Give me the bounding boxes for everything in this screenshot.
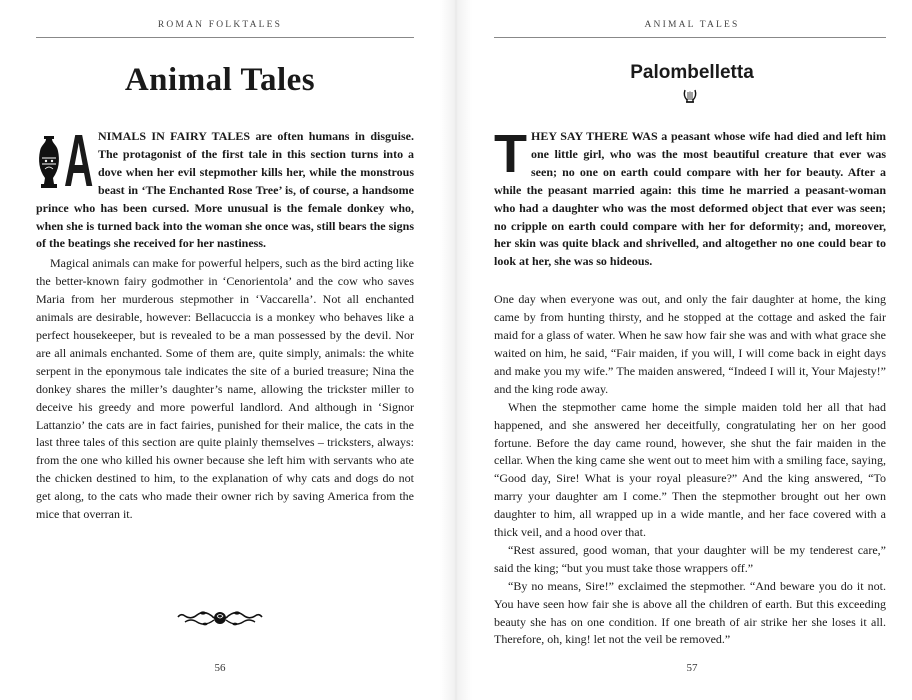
header-rule-left (36, 37, 414, 38)
lyre-icon (682, 88, 698, 104)
page-number-right: 57 (686, 662, 698, 674)
dropcap-group (36, 119, 94, 202)
rose-ornament-icon (175, 605, 265, 631)
story-dropcap-letter: T (494, 124, 527, 184)
chapter-title: Animal Tales (124, 62, 316, 98)
page-number-left: 56 (214, 662, 226, 674)
story-paragraph: “By no means, Sire!” exclaimed the stepmother. “And beware you do it not. You have seen how fair she is above all the children of earth. But this exceeding beauty she has on one condition. If one breath of air strike her she loses it all. Therefore, oh, king! let not the veil be removed.” (494, 578, 886, 647)
story-paragraph: When the stepmother came home the simple maiden told her all that had happened, and she answered her deceitfully, congratulating her on her good fortune. Before the day came round, however, she shut the fair maiden in the cellar. When the king came she went out to meet him with a smiling face, saying, “Good day, Sire! What is your royal pleasure?” And the king answered, “To marry your daughter am I come.” Then the stepmother brought out her own daughter to him, all wrapped up in a wide mantle, and her face covered with a thick veil, and a hood over that. (494, 399, 886, 540)
dropcap-letter: A (64, 119, 94, 202)
story-intro-lead: HEY SAY THERE WAS (531, 129, 658, 143)
right-page (472, 0, 912, 700)
story-paragraph: “Rest assured, good woman, that your daughter will be my tenderest care,” said the king; “but you must take those wrappers off.” (494, 542, 886, 575)
body-paragraph: Magical animals can make for powerful helpers, such as the bird acting like the better-known fairy godmother in ‘Cenorientola’ and the cow who saves Maria from her murderous stepmother in ‘Vaccarella’. Not all enchanted animals are desirable, however: Bellacuccia is a monkey who behaves like a perfect housekeeper, but is revealed to be a man possessed by the devil. Nor are all animals enchanted. Some of them are, quite simply, animals: the white serpent in the eponymous tale indicates the site of a buried treasure; Nina the donkey shares the miller’s daughter’s name, allowing the trickster miller to deceive his greedy and more powerful landlord. And although in ‘Signor Lattanzio’ the cats are in fact fairies, punished for their malice, the cats in the last three tales of this section are quite plainly themselves – tricksters, always: from the one who killed his owner because she left him with servants who ate the chicken destined to him, to the explanation of why cats and dogs do not get along, to the cats who made their owner rich by saving America from the mice that overran it. (36, 256, 414, 522)
running-head-left: ROMAN FOLKTALES (157, 20, 283, 30)
left-text-block (36, 119, 414, 524)
right-text-block (494, 124, 887, 649)
intro-text: are often humans in disguise. The protagonist of the first tale in this section turns into a dove when her evil stepmother kills her, while the monstrous beast in ‘The Enchanted Rose Tree’ is, of course, a handsome prince who has been cursed. More unusual is the female donkey who, when she is turned back into the woman she once was, still bears the signs of the beatings she received for her nastiness. (36, 129, 414, 251)
story-intro-text: a peasant whose wife had died and left him one little girl, who was the most beautiful creature that ever was seen; no one on earth could compare with her for beauty. After a while the peasant married again: this time he married a peasant-woman who had a daughter who was the most deformed object that ever was seen; no cripple on earth could compare with her for deformity; and, moreover, her skin was quite black and shrivelled, and altogether no one could bear to look at her, she was so hideous. (494, 129, 887, 269)
vase-icon (36, 134, 62, 190)
intro-paragraph (36, 119, 414, 253)
book-gutter (440, 0, 472, 700)
story-title: Palombelletta (630, 62, 754, 83)
section-gap (494, 271, 886, 291)
header-rule-right (494, 37, 886, 38)
left-page (0, 0, 440, 700)
story-intro-paragraph (494, 124, 887, 271)
running-head-right: ANIMAL TALES (644, 20, 740, 30)
story-paragraph: One day when everyone was out, and only the fair daughter at home, the king came by from hunting thirsty, and he stopped at the cottage and asked the fair maid for a glass of water. When he saw how fair she was and with what grace she waited on him, he said, “Fair maiden, if you will, I will come back in eight days and make you my wife.” The maiden answered, “Indeed I will it, Your Majesty!” and the king rode away. (494, 292, 886, 396)
intro-lead: NIMALS IN FAIRY TALES (98, 129, 251, 143)
